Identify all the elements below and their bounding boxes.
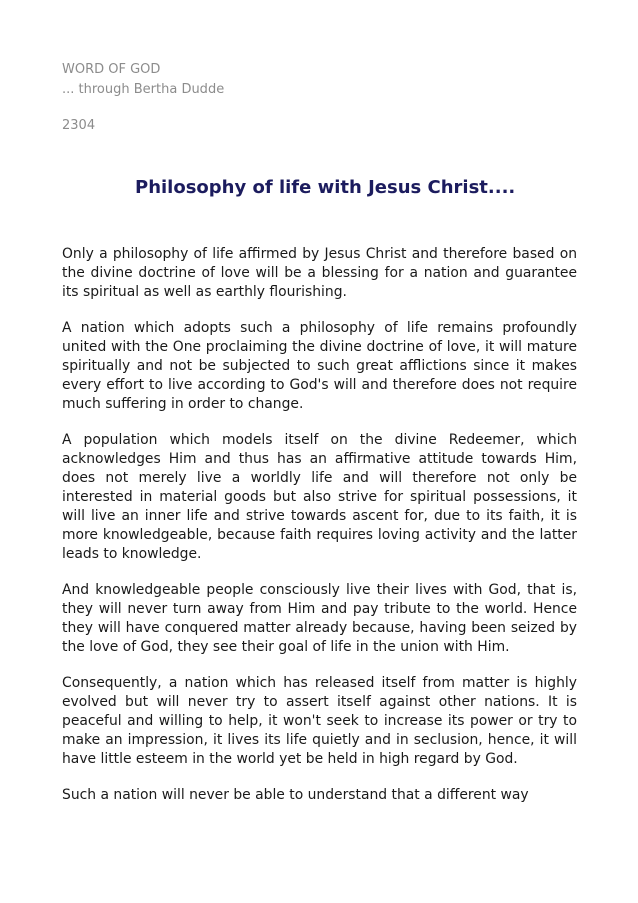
document-title: Philosophy of life with Jesus Christ.... xyxy=(135,177,516,198)
paragraph: A nation which adopts such a philosophy of life remains profoundly united with the One proclaiming the divine doctrine of love, it will mature spiritually and not be subjected to such great afflictions since it makes every effort to live according to God's will and therefore does not require much suffering in order to change. xyxy=(62,320,577,412)
document-page xyxy=(62,60,577,822)
source-label: WORD OF GOD xyxy=(62,62,161,77)
paragraph: And knowledgeable people consciously live their lives with God, that is, they will never turn away from Him and pay tribute to the world. Hence they will have conquered matter already because, having been seized by the love of God, they see their goal of life in the union with Him. xyxy=(62,582,577,655)
author-line: ... through Bertha Dudde xyxy=(62,82,225,97)
paragraph: A population which models itself on the divine Redeemer, which acknowledges Him and thus has an affirmative attitude towards Him, does not merely live a worldly life and will therefore not only be interested in material goods but also strive for spiritual possessions, it will live an inner life and strive towards ascent for, due to its faith, it is more knowledgeable, because faith requires loving activity and the latter leads to knowledge. xyxy=(62,432,577,562)
paragraph: Only a philosophy of life affirmed by Jesus Christ and therefore based on the divine doctrine of love will be a blessing for a nation and guarantee its spiritual as well as earthly flourishing. xyxy=(62,246,577,300)
paragraph: Consequently, a nation which has released itself from matter is highly evolved but will never try to assert itself against other nations. It is peaceful and willing to help, it won't seek to increase its power or try to make an impression, it lives its life quietly and in seclusion, hence, it will have little esteem in the world yet be held in high regard by God. xyxy=(62,675,577,767)
message-number: 2304 xyxy=(62,118,96,133)
paragraph: Such a nation will never be able to understand that a different way xyxy=(62,787,529,803)
body-text xyxy=(62,245,577,805)
